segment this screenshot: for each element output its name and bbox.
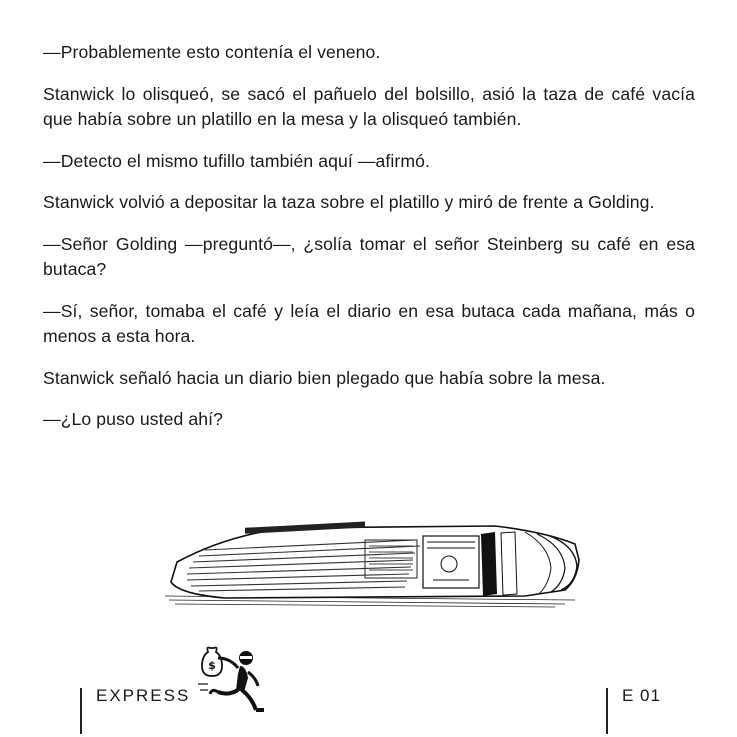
paragraph: —Sí, señor, tomaba el café y leía el diario en esa butaca cada mañana, más o menos a esta hora. xyxy=(43,300,695,346)
paragraph: —Señor Golding —preguntó—, ¿solía tomar el señor Steinberg su café en esa butaca? xyxy=(43,233,695,279)
page-code: E 01 xyxy=(622,686,661,705)
footer-right-rule xyxy=(606,688,608,734)
footer-brand: EXPRESS xyxy=(96,686,191,705)
story-text xyxy=(43,40,695,449)
running-thief-icon xyxy=(196,644,272,720)
paragraph: Stanwick volvió a depositar la taza sobre el platillo y miró de frente a Golding. xyxy=(43,192,655,212)
paragraph: Stanwick señaló hacia un diario bien plegado que había sobre la mesa. xyxy=(43,367,606,388)
paragraph: —Probablemente esto contenía el veneno. xyxy=(43,42,381,62)
footer-left-rule xyxy=(80,688,82,734)
paragraph: Stanwick lo olisqueó, se sacó el pañuelo del bolsillo, asió la taza de café vacía que había sobre un platillo en la mesa y la olisqueó también. xyxy=(43,83,695,129)
paragraph: —Detecto el mismo tufillo también aquí —afirmó. xyxy=(43,150,431,171)
folded-newspaper-icon xyxy=(165,518,585,610)
bag-symbol: $ xyxy=(208,659,216,672)
paragraph: —¿Lo puso usted ahí? xyxy=(43,409,224,429)
